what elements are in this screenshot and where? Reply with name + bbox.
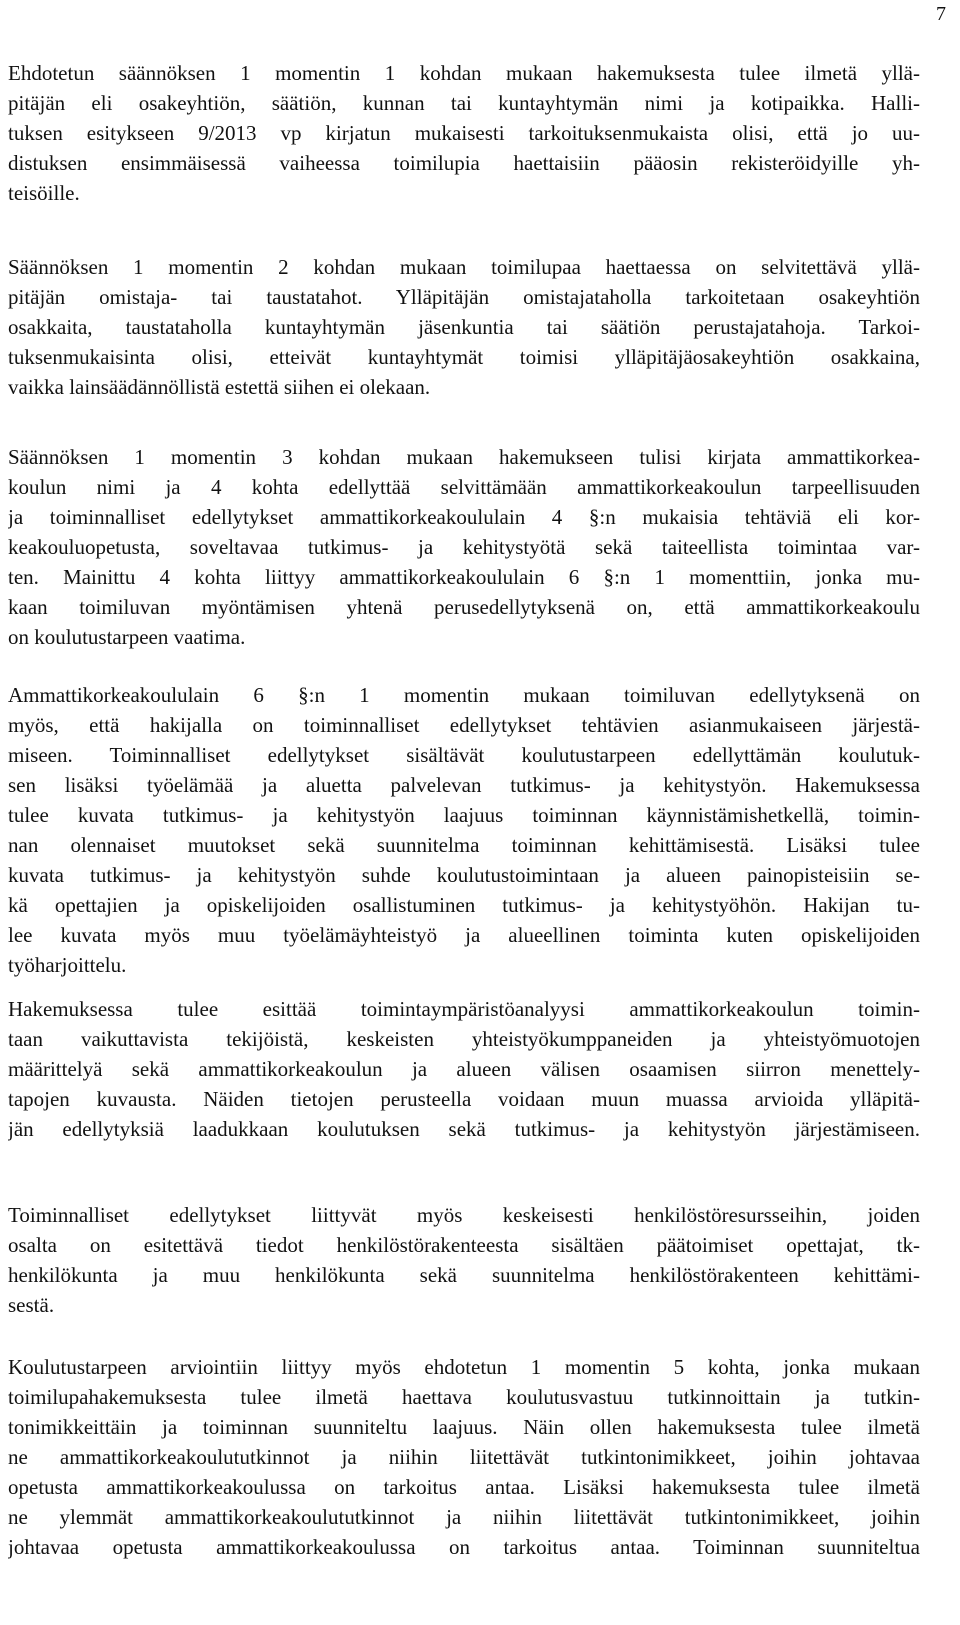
text-line: kä opettajien ja opiskelijoiden osallistuminen tutkimus- ja kehitystyöhön. Hakijan tu- bbox=[8, 893, 920, 917]
text-line: pitäjän eli osakeyhtiön, säätiön, kunnan tai kuntayhtymän nimi ja kotipaikka. Halli- bbox=[8, 91, 920, 115]
text-line: pitäjän omistaja- tai taustatahot. Ylläpitäjän omistajataholla tarkoitetaan osakeyhtiön bbox=[8, 285, 920, 309]
text-line: myös, että hakijalla on toiminnalliset edellytykset tehtävien asianmukaiseen järjestä- bbox=[8, 713, 920, 737]
paragraph-2 bbox=[8, 252, 920, 402]
text-line: Ehdotetun säännöksen 1 momentin 1 kohdan mukaan hakemuksesta tulee ilmetä yllä- bbox=[8, 61, 920, 85]
text-line: osalta on esitettävä tiedot henkilöstörakenteesta sisältäen päätoimiset opettajat, tk- bbox=[8, 1233, 920, 1257]
page-number: 7 bbox=[936, 3, 946, 25]
text-line: osakkaita, taustataholla kuntayhtymän jäsenkuntia tai säätiön perustajatahoja. Tarkoi- bbox=[8, 315, 920, 339]
text-line: tonimikkeittäin ja toiminnan suunniteltu laajuus. Näin ollen hakemuksesta tulee ilmetä bbox=[8, 1415, 920, 1439]
text-line: ten. Mainittu 4 kohta liittyy ammattikorkeakoululain 6 §:n 1 momenttiin, jonka mu- bbox=[8, 565, 920, 589]
text-line: taan vaikuttavista tekijöistä, keskeisten yhteistyökumppaneiden ja yhteistyömuotojen bbox=[8, 1027, 920, 1051]
text-line: johtavaa opetusta ammattikorkeakoulussa on tarkoitus antaa. Toiminnan suunniteltua bbox=[8, 1535, 920, 1559]
text-line: keakouluopetusta, soveltavaa tutkimus- ja kehitystyötä sekä taiteellista toimintaa var- bbox=[8, 535, 920, 559]
text-line: koulun nimi ja 4 kohta edellyttää selvittämään ammattikorkeakoulun tarpeellisuuden bbox=[8, 475, 920, 499]
text-line: kuvata tutkimus- ja kehitystyön suhde koulutustoimintaan ja alueen painopisteisiin se- bbox=[8, 863, 920, 887]
paragraph-7 bbox=[8, 1352, 920, 1562]
text-line: ne ylemmät ammattikorkeakoulututkinnot ja niihin liitettävät tutkintonimikkeet, joihin bbox=[8, 1505, 920, 1529]
text-line: ne ammattikorkeakoulututkinnot ja niihin liitettävät tutkintonimikkeet, joihin johtavaa bbox=[8, 1445, 920, 1469]
text-line: sen lisäksi työelämää ja aluetta palvelevan tutkimus- ja kehitystyön. Hakemuksessa bbox=[8, 773, 920, 797]
text-line: sestä. bbox=[8, 1293, 55, 1317]
text-line: tapojen kuvausta. Näiden tietojen perusteella voidaan muun muassa arvioida ylläpitä- bbox=[8, 1087, 920, 1111]
text-line: vaikka lainsäädännöllistä estettä siihen ei olekaan. bbox=[8, 375, 431, 399]
text-line: ja toiminnalliset edellytykset ammattikorkeakoululain 4 §:n mukaisia tehtäviä eli kor- bbox=[8, 505, 920, 529]
text-line: tulee kuvata tutkimus- ja kehitystyön laajuus toiminnan käynnistämishetkellä, toimin- bbox=[8, 803, 920, 827]
text-line: toimilupahakemuksesta tulee ilmetä haettava koulutusvastuu tutkinnoittain ja tutkin- bbox=[8, 1385, 920, 1409]
paragraph-5 bbox=[8, 994, 920, 1144]
paragraph-6 bbox=[8, 1200, 920, 1320]
text-line: Toiminnalliset edellytykset liittyvät myös keskeisesti henkilöstöresursseihin, joiden bbox=[8, 1203, 920, 1227]
text-line: tuksenmukaisinta olisi, etteivät kuntayhtymät toimisi ylläpitäjäosakeyhtiön osakkaina, bbox=[8, 345, 920, 369]
text-line: Koulutustarpeen arviointiin liittyy myös ehdotetun 1 momentin 5 kohta, jonka mukaan bbox=[8, 1355, 920, 1379]
paragraph-3 bbox=[8, 442, 920, 652]
text-line: on koulutustarpeen vaatima. bbox=[8, 625, 246, 649]
text-line: teisöille. bbox=[8, 181, 80, 205]
paragraph-1 bbox=[8, 58, 920, 208]
text-line: jän edellytyksiä laadukkaan koulutuksen sekä tutkimus- ja kehitystyön järjestämiseen. bbox=[8, 1117, 920, 1141]
text-line: Ammattikorkeakoululain 6 §:n 1 momentin mukaan toimiluvan edellytyksenä on bbox=[8, 683, 920, 707]
text-line: distuksen ensimmäisessä vaiheessa toimilupia haettaisiin pääosin rekisteröidyille yh- bbox=[8, 151, 920, 175]
text-line: Säännöksen 1 momentin 2 kohdan mukaan toimilupaa haettaessa on selvitettävä yllä- bbox=[8, 255, 920, 279]
paragraph-4 bbox=[8, 680, 920, 980]
text-line: kaan toimiluvan myöntämisen yhtenä perusedellytyksenä on, että ammattikorkeakoulu bbox=[8, 595, 920, 619]
text-line: tuksen esitykseen 9/2013 vp kirjatun mukaisesti tarkoituksenmukaista olisi, että jo uu- bbox=[8, 121, 920, 145]
text-line: opetusta ammattikorkeakoulussa on tarkoitus antaa. Lisäksi hakemuksesta tulee ilmetä bbox=[8, 1475, 920, 1499]
text-line: henkilökunta ja muu henkilökunta sekä suunnitelma henkilöstörakenteen kehittämi- bbox=[8, 1263, 920, 1287]
text-line: Säännöksen 1 momentin 3 kohdan mukaan hakemukseen tulisi kirjata ammattikorkea- bbox=[8, 445, 920, 469]
text-line: Hakemuksessa tulee esittää toimintaympäristöanalyysi ammattikorkeakoulun toimin- bbox=[8, 997, 920, 1021]
text-line: nan olennaiset muutokset sekä suunnitelma toiminnan kehittämisestä. Lisäksi tulee bbox=[8, 833, 920, 857]
text-line: työharjoittelu. bbox=[8, 953, 127, 977]
text-line: lee kuvata myös muu työelämäyhteistyö ja alueellinen toiminta kuten opiskelijoiden bbox=[8, 923, 920, 947]
text-line: määrittelyä sekä ammattikorkeakoulun ja alueen välisen osaamisen siirron menettely- bbox=[8, 1057, 920, 1081]
text-line: miseen. Toiminnalliset edellytykset sisältävät koulutustarpeen edellyttämän koulutuk- bbox=[8, 743, 920, 767]
